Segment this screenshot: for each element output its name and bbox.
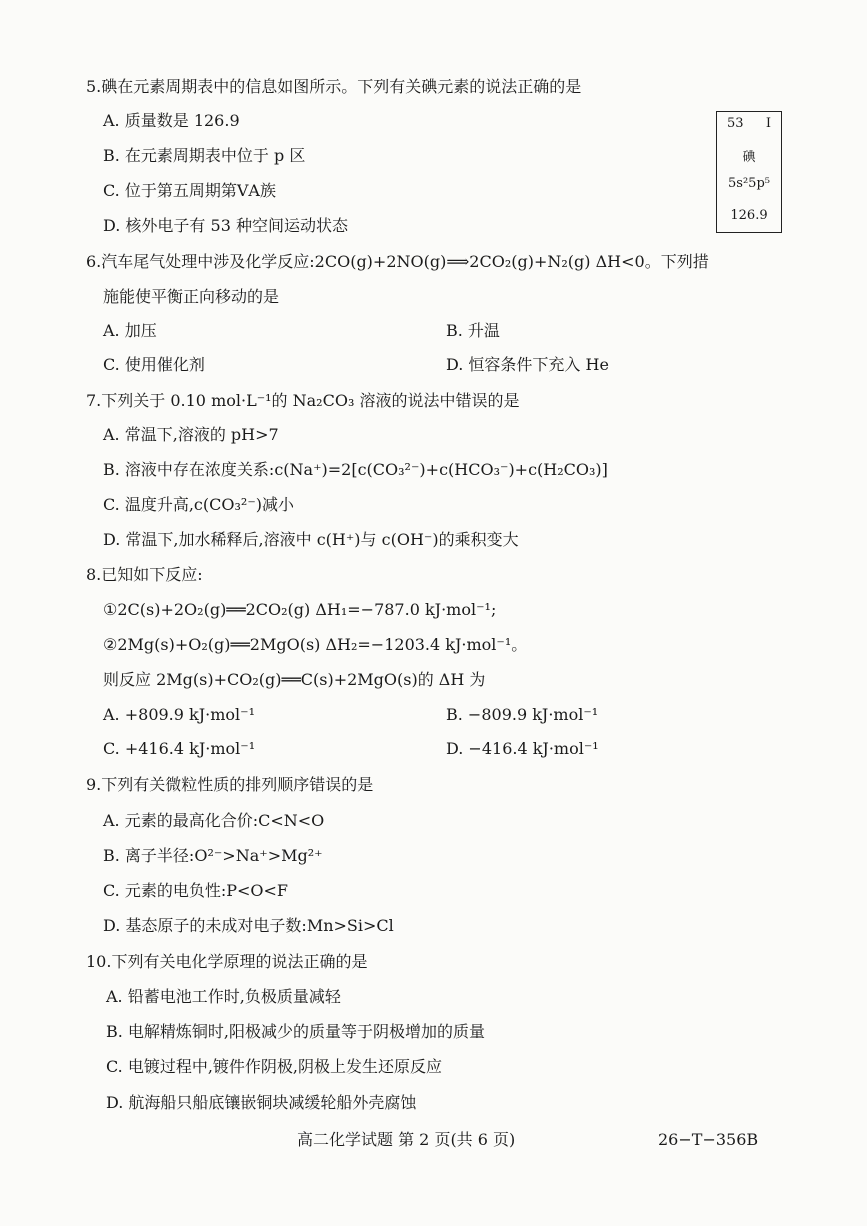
q9-option-d: D. 基态原子的未成对电子数:Mn>Si>Cl: [103, 916, 394, 935]
q9-stem: 9.下列有关微粒性质的排列顺序错误的是: [86, 775, 374, 794]
q8-reaction-1: ①2C(s)+2O₂(g)══2CO₂(g) ΔH₁=−787.0 kJ·mol⁻¹;: [103, 600, 497, 619]
q5-option-d: D. 核外电子有 53 种空间运动状态: [103, 216, 348, 235]
q5-option-a: A. 质量数是 126.9: [103, 111, 240, 130]
q10-stem: 10.下列有关电化学原理的说法正确的是: [86, 952, 368, 971]
element-name: 碘: [742, 150, 756, 165]
q7-option-a: A. 常温下,溶液的 pH>7: [103, 425, 279, 444]
q9-option-c: C. 元素的电负性:P<O<F: [103, 881, 289, 900]
q6-stem-line2: 施能使平衡正向移动的是: [103, 287, 280, 306]
element-symbol: I: [765, 116, 771, 131]
page-footer-title: 高二化学试题 第 2 页(共 6 页): [297, 1130, 516, 1149]
q6-option-b: B. 升温: [446, 321, 500, 340]
q8-option-c: C. +416.4 kJ·mol⁻¹: [103, 739, 256, 758]
q6-option-d: D. 恒容条件下充入 He: [446, 355, 609, 374]
q8-stem: 8.已知如下反应:: [86, 565, 203, 584]
q8-option-a: A. +809.9 kJ·mol⁻¹: [103, 705, 255, 724]
q5-option-c: C. 位于第五周期第ⅤA族: [103, 181, 276, 200]
q10-option-d: D. 航海船只船底镶嵌铜块减缓轮船外壳腐蚀: [106, 1093, 417, 1112]
q7-option-b: B. 溶液中存在浓度关系:c(Na⁺)=2[c(CO₃²⁻)+c(HCO₃⁻)+c(H₂CO₃)]: [103, 460, 608, 479]
q5-option-b: B. 在元素周期表中位于 p 区: [103, 146, 306, 165]
q7-option-d: D. 常温下,加水稀释后,溶液中 c(H⁺)与 c(OH⁻)的乘积变大: [103, 530, 519, 549]
q6-option-c: C. 使用催化剂: [103, 355, 205, 374]
q8-option-d: D. −416.4 kJ·mol⁻¹: [446, 739, 599, 758]
q7-stem: 7.下列关于 0.10 mol·L⁻¹的 Na₂CO₃ 溶液的说法中错误的是: [86, 391, 520, 410]
q6-option-a: A. 加压: [103, 321, 157, 340]
q9-option-a: A. 元素的最高化合价:C<N<O: [103, 811, 325, 830]
electron-config: 5s²5p⁵: [728, 176, 770, 191]
q8-reaction-2: ②2Mg(s)+O₂(g)══2MgO(s) ΔH₂=−1203.4 kJ·mol⁻¹。: [103, 635, 528, 654]
q9-option-b: B. 离子半径:O²⁻>Na⁺>Mg²⁺: [103, 846, 323, 865]
q10-option-b: B. 电解精炼铜时,阳极减少的质量等于阴极增加的质量: [106, 1022, 486, 1041]
q6-stem-line1: 6.汽车尾气处理中涉及化学反应:2CO(g)+2NO(g)⟹2CO₂(g)+N₂(g) ΔH<0。下列措: [86, 252, 709, 271]
q8-option-b: B. −809.9 kJ·mol⁻¹: [446, 705, 599, 724]
iodine-element-box: [716, 111, 782, 233]
q8-question: 则反应 2Mg(s)+CO₂(g)══C(s)+2MgO(s)的 ΔH 为: [103, 670, 486, 689]
q7-option-c: C. 温度升高,c(CO₃²⁻)减小: [103, 495, 295, 514]
exam-code: 26−T−356B: [658, 1130, 759, 1149]
q10-option-a: A. 铅蓄电池工作时,负极质量减轻: [106, 987, 341, 1006]
atomic-number: 53: [727, 116, 744, 131]
q5-stem: 5.碘在元素周期表中的信息如图所示。下列有关碘元素的说法正确的是: [86, 77, 582, 96]
atomic-mass: 126.9: [730, 208, 768, 223]
q10-option-c: C. 电镀过程中,镀件作阴极,阴极上发生还原反应: [106, 1057, 443, 1076]
